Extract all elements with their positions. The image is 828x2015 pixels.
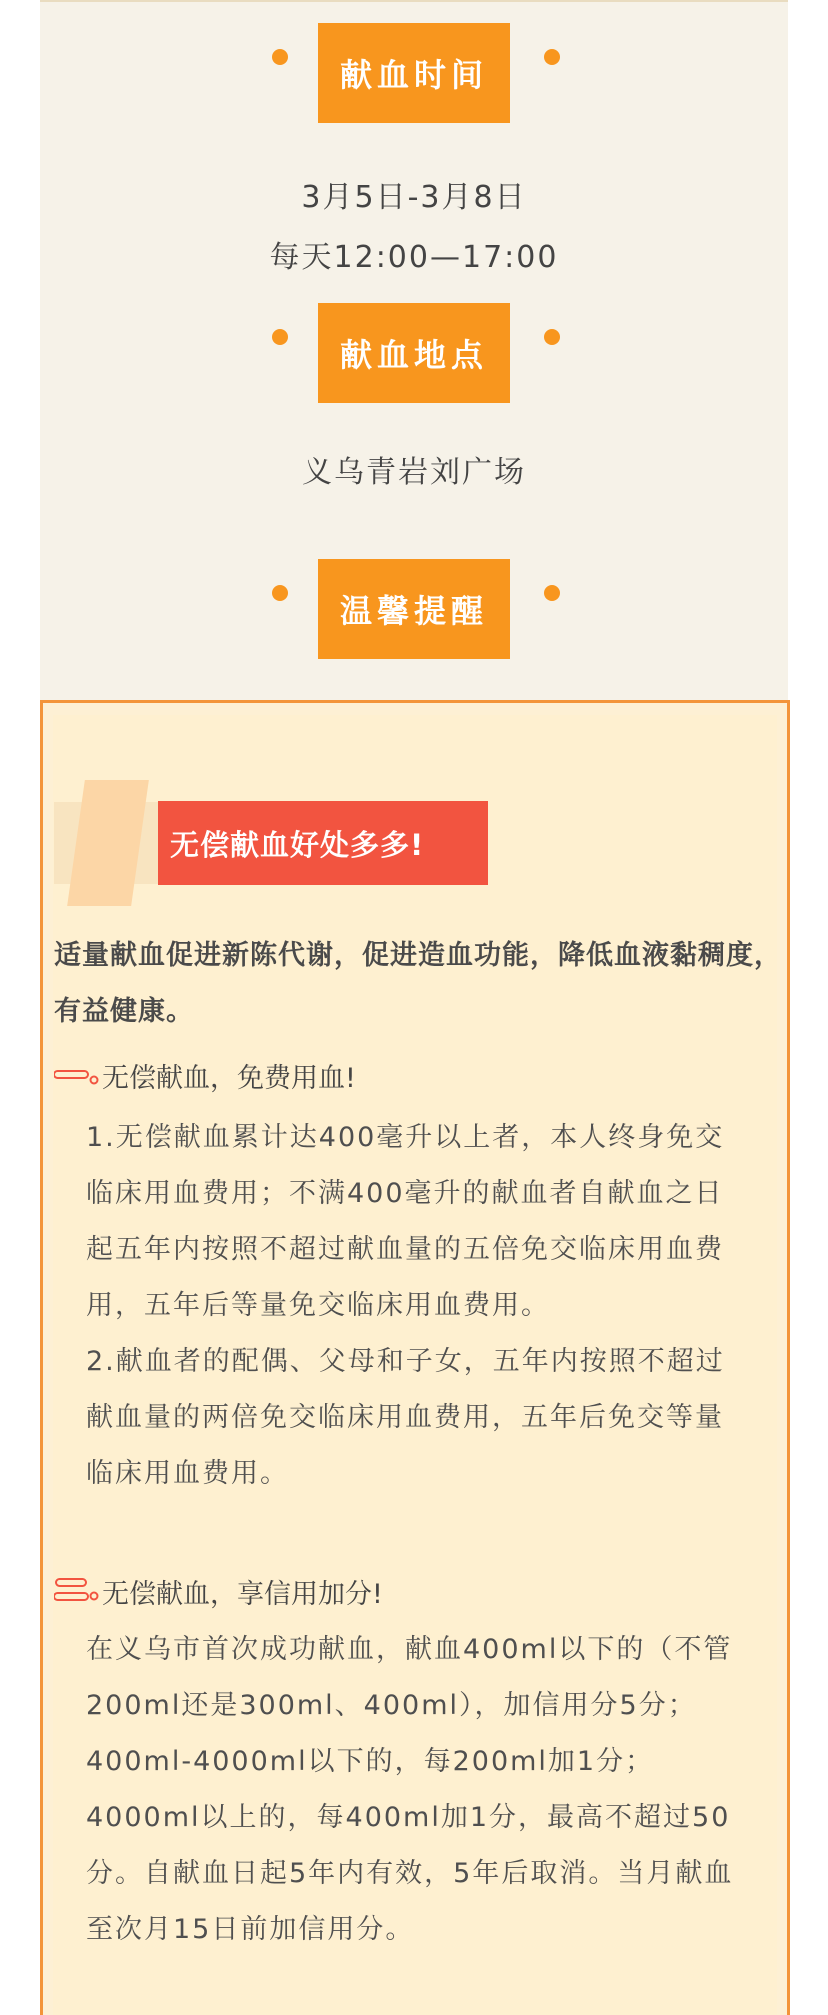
benefits-banner: 无偿献血好处多多! — [158, 801, 488, 885]
section2-title: 无偿献血，享信用加分! — [102, 1579, 383, 1610]
section1-item-1: 1.无偿献血累计达400毫升以上者，本人终身免交临床用血费用；不满400毫升的献血者自献血之日起五年内按照不超过献血量的五倍免交临床用血费用，五年后等量免交临床用血费用。 — [86, 1122, 725, 1321]
section1-heading — [54, 1056, 356, 1095]
section2-body: 在义乌市首次成功献血，献血400ml以下的（不管200ml还是300ml、400ml），加信用分5分；400ml-4000ml以下的，每200ml加1分；4000ml以上的，每400ml加1分，最高不超过50分。自献血日起5年内有效，5年后取消。当月献血至次月15日前加信用分。 — [86, 1634, 734, 1945]
red-line-bullet-icon — [54, 1061, 100, 1091]
section1-title: 无偿献血，免费用血! — [102, 1063, 356, 1094]
event-place: 义乌青岩刘广场 — [302, 455, 526, 490]
orange-dot-icon — [544, 585, 560, 601]
orange-dot-icon — [544, 329, 560, 345]
top-divider — [40, 0, 788, 2]
tips-tag: 温馨提醒 — [318, 559, 510, 659]
section1-item-2: 2.献血者的配偶、父母和子女，五年内按照不超过献血量的两倍免交临床用血费用，五年后免交等量临床用血费用。 — [86, 1346, 725, 1489]
event-hours: 每天12:00—17:00 — [269, 240, 559, 275]
orange-dot-icon — [544, 49, 560, 65]
event-dates: 3月5日-3月8日 — [301, 180, 527, 215]
section2-heading — [54, 1572, 383, 1611]
orange-dot-icon — [272, 585, 288, 601]
benefits-intro: 适量献血促进新陈代谢，促进造血功能，降低血液黏稠度，有益健康。 — [54, 940, 782, 1027]
orange-dot-icon — [272, 49, 288, 65]
orange-dot-icon — [272, 329, 288, 345]
time-tag: 献血时间 — [318, 23, 510, 123]
red-double-line-bullet-icon — [54, 1577, 100, 1607]
section1-body — [86, 1110, 746, 1502]
place-tag: 献血地点 — [318, 303, 510, 403]
